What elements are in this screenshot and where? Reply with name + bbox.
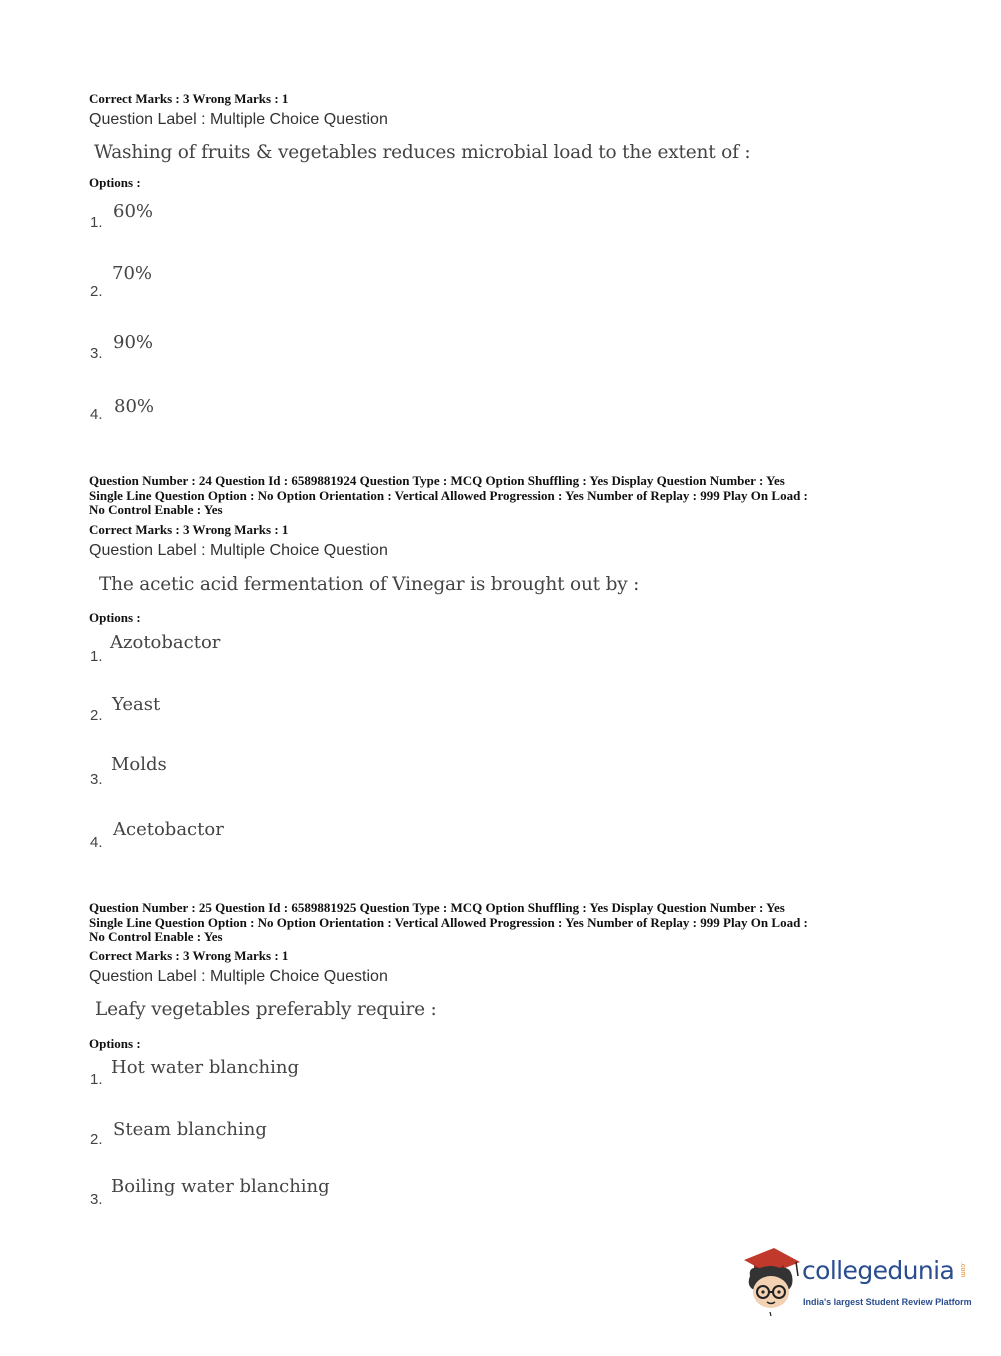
q24-options-header: Options : <box>89 610 141 625</box>
q24-meta-line-2: Single Line Question Option : No Option Orientation : Vertical Allowed Progression : Yes Number of Replay : 999 Play On Load : <box>89 487 808 503</box>
q25-meta-line-2: Single Line Question Option : No Option Orientation : Vertical Allowed Progression : Yes Number of Replay : 999 Play On Load : <box>89 914 808 930</box>
q23-option-4-number: 4. <box>90 406 103 423</box>
q25-option-3-number: 3. <box>90 1191 103 1208</box>
q23-option-4-text[interactable]: 80% <box>114 396 155 417</box>
logo-wordmark: collegedunia <box>802 1256 955 1285</box>
q24-meta-line-3: No Control Enable : Yes <box>89 502 223 517</box>
q24-marks: Correct Marks : 3 Wrong Marks : 1 <box>89 522 289 537</box>
q24-option-3-text[interactable]: Molds <box>111 754 167 775</box>
q25-option-3-text[interactable]: Boiling water blanching <box>111 1176 330 1197</box>
q25-question-text: Leafy vegetables preferably require : <box>95 999 437 1020</box>
q23-marks: Correct Marks : 3 Wrong Marks : 1 <box>89 91 289 106</box>
q24-meta-line-1: Question Number : 24 Question Id : 6589881924 Question Type : MCQ Option Shuffling : Yes Display Question Number : Yes <box>89 473 785 488</box>
q24-option-3-number: 3. <box>90 771 103 788</box>
q24-option-4-text[interactable]: Acetobactor <box>113 819 224 840</box>
collegedunia-logo[interactable] <box>740 1246 970 1316</box>
q23-label: Question Label : Multiple Choice Question <box>89 111 388 128</box>
logo-tagline: India's largest Student Review Platform <box>803 1297 972 1307</box>
q24-option-1-text[interactable]: Azotobactor <box>110 632 221 653</box>
q23-question-text: Washing of fruits & vegetables reduces microbial load to the extent of : <box>94 142 751 163</box>
q23-options-header: Options : <box>89 175 141 190</box>
q25-marks: Correct Marks : 3 Wrong Marks : 1 <box>89 948 289 963</box>
q23-option-3-number: 3. <box>90 345 103 362</box>
q24-label: Question Label : Multiple Choice Question <box>89 542 388 559</box>
q25-options-header: Options : <box>89 1036 141 1051</box>
q25-option-2-number: 2. <box>90 1131 103 1148</box>
q23-option-2-text[interactable]: 70% <box>112 263 153 284</box>
q25-meta-line-3: No Control Enable : Yes <box>89 929 223 944</box>
q24-option-1-number: 1. <box>90 648 103 665</box>
q25-meta-line-1: Question Number : 25 Question Id : 6589881925 Question Type : MCQ Option Shuffling : Yes Display Question Number : Yes <box>89 900 785 915</box>
q23-option-1-text[interactable]: 60% <box>113 201 154 222</box>
q25-option-2-text[interactable]: Steam blanching <box>113 1119 267 1140</box>
mascot-icon <box>740 1246 802 1318</box>
q23-option-2-number: 2. <box>90 283 103 300</box>
q24-option-4-number: 4. <box>90 834 103 851</box>
q25-label: Question Label : Multiple Choice Question <box>89 968 388 985</box>
q25-option-1-number: 1. <box>90 1071 103 1088</box>
q24-option-2-number: 2. <box>90 707 103 724</box>
q24-question-text: The acetic acid fermentation of Vinegar is brought out by : <box>99 574 640 595</box>
q23-option-1-number: 1. <box>90 214 103 231</box>
q23-option-3-text[interactable]: 90% <box>113 332 154 353</box>
logo-suffix: .com <box>959 1262 966 1278</box>
q25-option-1-text[interactable]: Hot water blanching <box>111 1057 299 1078</box>
q24-option-2-text[interactable]: Yeast <box>112 694 161 715</box>
